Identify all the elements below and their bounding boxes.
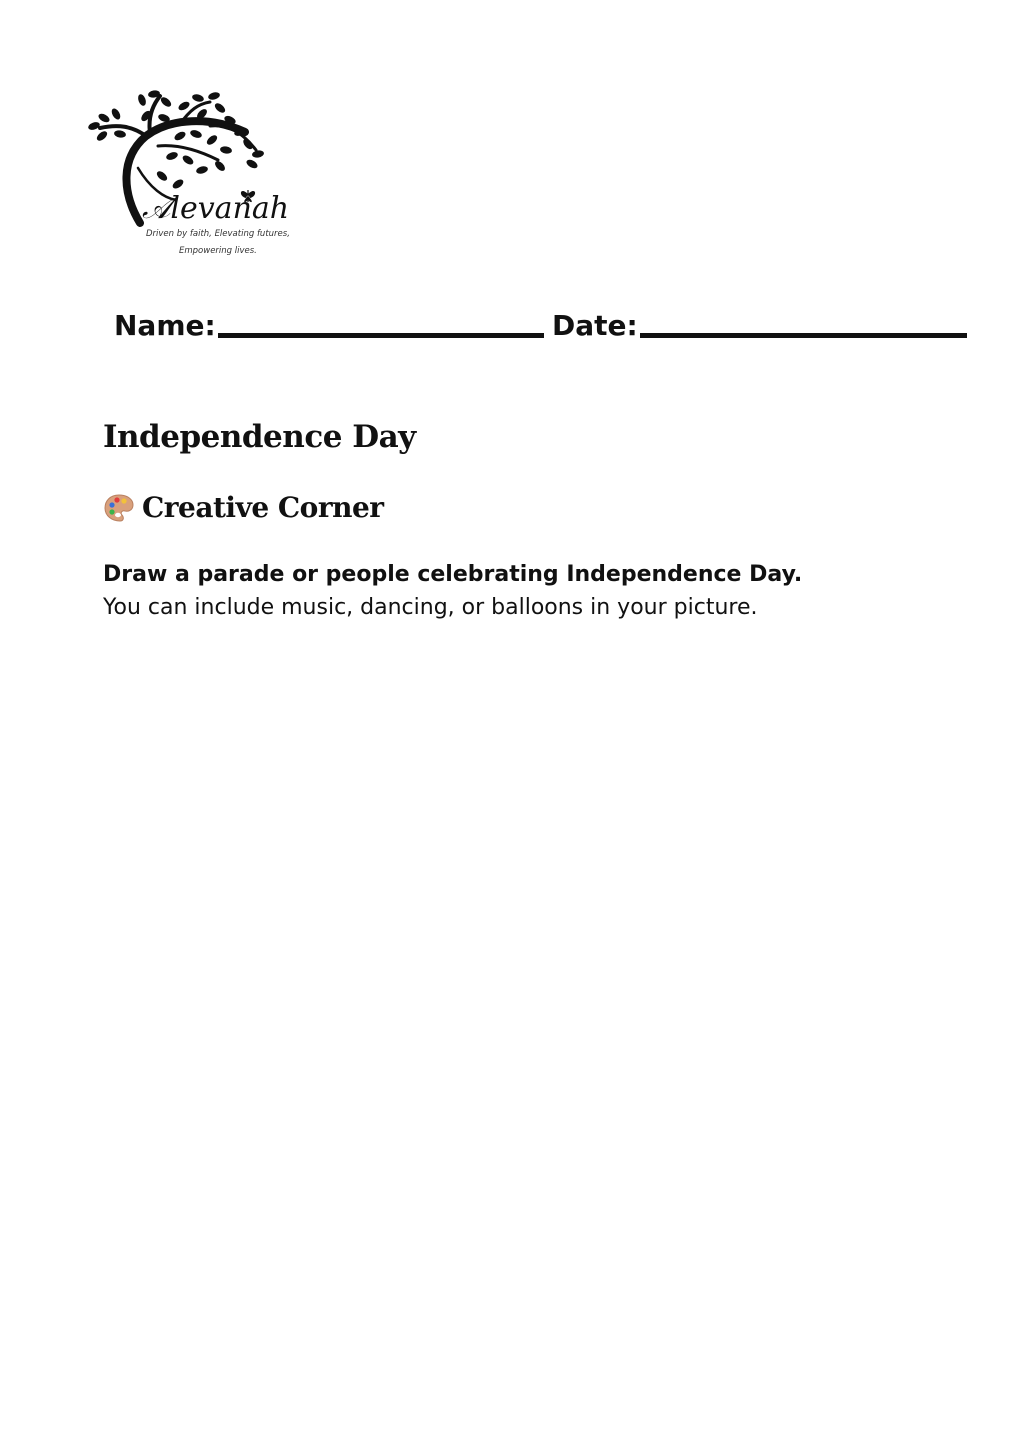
date-underline[interactable] bbox=[640, 333, 967, 338]
name-underline[interactable] bbox=[218, 333, 544, 338]
svg-text:Empowering lives.: Empowering lives. bbox=[179, 246, 257, 256]
instruction-bold: Draw a parade or people celebrating Independence Day. bbox=[103, 562, 803, 587]
section-heading-text: Creative Corner bbox=[142, 491, 384, 524]
instructions bbox=[103, 558, 983, 624]
svg-text:𝒜levanah: 𝒜levanah bbox=[142, 191, 290, 226]
brand-logo bbox=[80, 88, 300, 263]
date-field[interactable] bbox=[552, 308, 967, 344]
artist-palette-icon bbox=[103, 493, 135, 523]
section-heading bbox=[103, 488, 384, 528]
student-info-row bbox=[0, 308, 1024, 348]
instruction-text: You can include music, dancing, or balloons in your picture. bbox=[103, 595, 758, 620]
name-label: Name: bbox=[114, 309, 216, 342]
svg-text:Driven by faith, Elevating fut: Driven by faith, Elevating futures, bbox=[146, 229, 290, 239]
worksheet-title: Independence Day bbox=[103, 419, 416, 455]
name-field[interactable] bbox=[114, 308, 544, 344]
date-label: Date: bbox=[552, 309, 638, 342]
tree-logo-icon bbox=[80, 88, 300, 263]
